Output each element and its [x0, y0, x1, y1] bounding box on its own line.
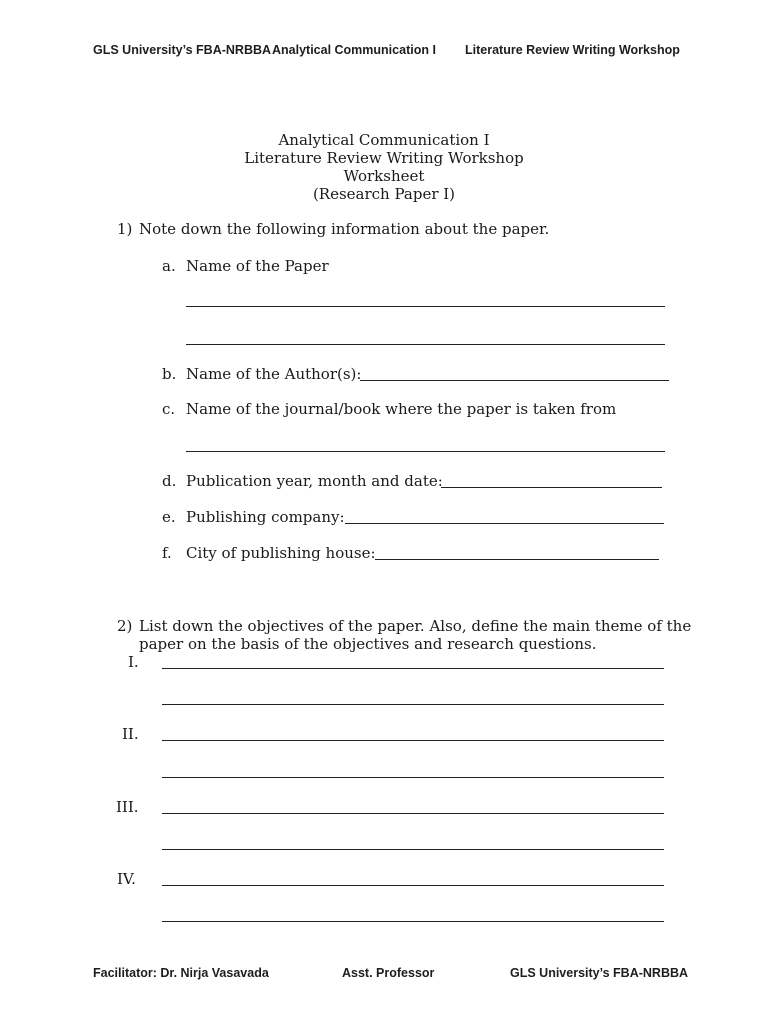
- q1e-marker: e.: [162, 508, 176, 526]
- objective-1-line-2[interactable]: [162, 704, 664, 705]
- footer-designation: Asst. Professor: [342, 966, 435, 980]
- header-workshop: Literature Review Writing Workshop: [465, 43, 680, 57]
- header-course: Analytical Communication I: [272, 43, 436, 57]
- paper-name-line-2[interactable]: [186, 344, 665, 345]
- q1f-marker: f.: [162, 544, 172, 562]
- q1-text: Note down the following information about the paper.: [139, 220, 550, 238]
- publishing-city-line[interactable]: [375, 559, 659, 560]
- q2-text-line2: paper on the basis of the objectives and research questions.: [139, 635, 597, 653]
- objective-numeral-2: II.: [122, 725, 139, 743]
- footer-university: GLS University’s FBA-NRBBA: [510, 966, 689, 980]
- objective-4-line-2[interactable]: [162, 921, 664, 922]
- q1c-marker: c.: [162, 400, 176, 418]
- q1e-label: Publishing company:: [186, 508, 345, 526]
- q1a-marker: a.: [162, 257, 176, 275]
- q1d-label: Publication year, month and date:: [186, 472, 443, 490]
- q1f-label: City of publishing house:: [186, 544, 376, 562]
- objective-numeral-1: I.: [128, 653, 139, 671]
- objective-numeral-3: III.: [116, 798, 139, 816]
- header-university: GLS University’s FBA-NRBBA: [93, 43, 272, 57]
- paper-name-line-1[interactable]: [186, 306, 665, 307]
- q2-number: 2): [117, 617, 133, 635]
- publishing-company-line[interactable]: [345, 523, 664, 524]
- publication-date-line[interactable]: [441, 487, 662, 488]
- q1a-label: Name of the Paper: [186, 257, 329, 275]
- q1-number: 1): [117, 220, 133, 238]
- title-paper: (Research Paper I): [312, 185, 456, 203]
- objective-numeral-4: IV.: [117, 870, 136, 888]
- author-line[interactable]: [360, 380, 669, 381]
- objective-3-line-1[interactable]: [162, 813, 664, 814]
- title-course: Analytical Communication I: [278, 131, 490, 149]
- objective-3-line-2[interactable]: [162, 849, 664, 850]
- q1b-marker: b.: [162, 365, 177, 383]
- q1b-label: Name of the Author(s):: [186, 365, 362, 383]
- objective-4-line-1[interactable]: [162, 885, 664, 886]
- title-workshop: Literature Review Writing Workshop: [244, 149, 524, 167]
- q2-text-line1: List down the objectives of the paper. Also, define the main theme of the: [139, 617, 692, 635]
- objective-1-line-1[interactable]: [162, 668, 664, 669]
- objective-2-line-1[interactable]: [162, 740, 664, 741]
- title-worksheet: Worksheet: [343, 167, 425, 185]
- q1c-label: Name of the journal/book where the paper is taken from: [186, 400, 617, 418]
- q1d-marker: d.: [162, 472, 177, 490]
- title-block: [0, 131, 768, 203]
- footer-facilitator: Facilitator: Dr. Nirja Vasavada: [93, 966, 269, 980]
- objective-2-line-2[interactable]: [162, 777, 664, 778]
- journal-line[interactable]: [186, 451, 665, 452]
